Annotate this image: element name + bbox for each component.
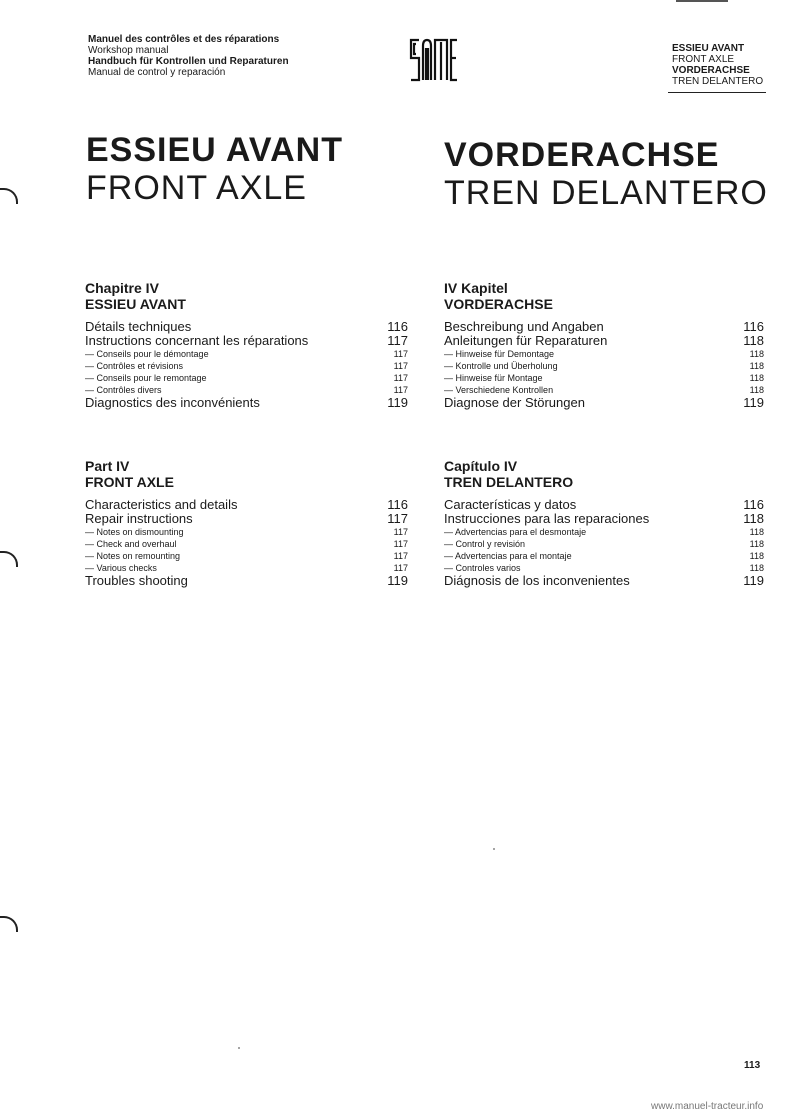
toc-entry-label: Anleitungen für Reparaturen (444, 333, 608, 348)
toc-entry-page: 117 (393, 361, 408, 371)
toc-entry-page: 117 (393, 385, 408, 395)
toc-entry-label: Beschreibung und Angaben (444, 319, 604, 334)
toc-entry-label: Repair instructions (85, 511, 193, 526)
toc-entry-label: — Kontrolle und Überholung (444, 361, 558, 371)
scan-speck (238, 1047, 240, 1049)
chapter-heading: Capítulo IV (444, 458, 518, 474)
toc-entry-label: — Advertencias para el montaje (444, 551, 572, 561)
toc-entry (444, 372, 764, 384)
toc-entry-page: 117 (393, 551, 408, 561)
toc-entry-page: 119 (743, 573, 764, 588)
binding-hole-mark (0, 188, 18, 204)
toc-entry-page: 116 (743, 497, 764, 512)
toc-entry (444, 512, 764, 526)
toc-entry (444, 320, 764, 334)
toc-entry-page: 118 (749, 563, 764, 573)
header-line: ESSIEU AVANT (672, 43, 745, 54)
toc-entry (444, 396, 764, 410)
toc-entry (85, 512, 408, 526)
toc-entry-page: 118 (749, 539, 764, 549)
toc-entry-page: 117 (393, 349, 408, 359)
toc-entry-label: Détails techniques (85, 319, 192, 334)
header-line: Workshop manual (88, 45, 169, 56)
title-german-spanish (444, 136, 768, 212)
toc-entry (85, 348, 408, 360)
toc-entry-page: 118 (749, 361, 764, 371)
toc-entry-label: Diágnosis de los inconvenientes (444, 573, 630, 588)
chapter-heading: IV Kapitel (444, 280, 508, 296)
toc-entry (444, 334, 764, 348)
toc-entry (444, 348, 764, 360)
scan-mark (676, 0, 728, 2)
toc-entry-label: Instructions concernant les réparations (85, 333, 309, 348)
toc-entry-label: — Conseils pour le remontage (85, 373, 207, 383)
title-regular: FRONT AXLE (86, 169, 307, 207)
toc-list (444, 498, 764, 588)
scan-speck (493, 848, 495, 850)
page-number: 113 (744, 1060, 761, 1071)
toc-entry-label: — Contrôles divers (85, 385, 162, 395)
header-line: Handbuch für Kontrollen und Reparaturen (88, 56, 289, 67)
toc-entry-label: — Notes on remounting (85, 551, 181, 561)
toc-entry (85, 498, 408, 512)
toc-entry (444, 526, 764, 538)
source-url[interactable]: www.manuel-tracteur.info (651, 1101, 764, 1112)
toc-entry-page: 118 (749, 551, 764, 561)
toc-entry-page: 118 (743, 511, 764, 526)
toc-entry-label: Diagnose der Störungen (444, 395, 585, 410)
toc-entry-label: — Hinweise für Montage (444, 373, 543, 383)
toc-entry-page: 116 (743, 319, 764, 334)
toc-entry-label: — Contrôles et révisions (85, 361, 184, 371)
chapter-subject: VORDERACHSE (444, 296, 553, 312)
toc-entry-page: 117 (393, 373, 408, 383)
toc-list (85, 320, 408, 410)
toc-entry-page: 116 (387, 319, 408, 334)
toc-entry-label: — Various checks (85, 563, 157, 573)
header-line: TREN DELANTERO (672, 76, 764, 87)
toc-entry (85, 526, 408, 538)
same-logo (407, 36, 459, 84)
toc-entry (85, 538, 408, 550)
header-line: FRONT AXLE (672, 54, 735, 65)
toc-entry-label: — Conseils pour le démontage (85, 349, 209, 359)
toc-list (444, 320, 764, 410)
binding-hole-mark (0, 551, 18, 567)
title-french-english (86, 131, 343, 207)
toc-entry-label: — Controles varios (444, 563, 521, 573)
toc-entry-page: 119 (387, 395, 408, 410)
toc-entry-page: 119 (743, 395, 764, 410)
chapter-block-french (85, 280, 408, 410)
toc-entry-page: 118 (749, 385, 764, 395)
toc-entry-label: — Notes on dismounting (85, 527, 184, 537)
header-section-titles (672, 43, 763, 87)
toc-entry (444, 574, 764, 588)
toc-entry-label: — Control y revisión (444, 539, 526, 549)
toc-entry (85, 574, 408, 588)
toc-entry (85, 550, 408, 562)
chapter-subject: FRONT AXLE (85, 474, 174, 490)
toc-entry-page: 118 (749, 373, 764, 383)
chapter-subject: ESSIEU AVANT (85, 296, 186, 312)
title-bold: ESSIEU AVANT (86, 131, 343, 169)
title-bold: VORDERACHSE (444, 136, 720, 174)
chapter-block-german (444, 280, 764, 410)
chapter-block-spanish (444, 458, 764, 588)
toc-entry-page: 117 (387, 511, 408, 526)
toc-entry-page: 118 (749, 527, 764, 537)
toc-entry-page: 118 (743, 333, 764, 348)
header-rule (668, 92, 766, 93)
toc-entry-label: Instrucciones para las reparaciones (444, 511, 650, 526)
toc-entry-page: 119 (387, 573, 408, 588)
toc-entry (85, 360, 408, 372)
toc-entry-label: Troubles shooting (85, 573, 188, 588)
chapter-heading: Part IV (85, 458, 130, 474)
toc-entry-page: 117 (393, 539, 408, 549)
toc-entry-label: — Check and overhaul (85, 539, 177, 549)
header-line: VORDERACHSE (672, 65, 750, 76)
toc-entry-page: 117 (393, 527, 408, 537)
toc-entry-label: Diagnostics des inconvénients (85, 395, 260, 410)
toc-entry-page: 116 (387, 497, 408, 512)
chapter-subject: TREN DELANTERO (444, 474, 574, 490)
toc-entry-page: 118 (749, 349, 764, 359)
binding-hole-mark (0, 916, 18, 932)
toc-entry-label: — Verschiedene Kontrollen (444, 385, 554, 395)
chapter-heading: Chapitre IV (85, 280, 159, 296)
toc-list (85, 498, 408, 588)
toc-entry (444, 538, 764, 550)
toc-entry-page: 117 (393, 563, 408, 573)
chapter-block-english (85, 458, 408, 588)
toc-entry (444, 360, 764, 372)
title-regular: TREN DELANTERO (444, 174, 768, 212)
toc-entry (444, 550, 764, 562)
header-line: Manual de control y reparación (88, 67, 226, 78)
header-line: Manuel des contrôles et des réparations (88, 34, 280, 45)
toc-entry (85, 396, 408, 410)
toc-entry-label: Characteristics and details (85, 497, 238, 512)
toc-entry-page: 117 (387, 333, 408, 348)
toc-entry (85, 320, 408, 334)
header-manual-titles (88, 34, 289, 78)
toc-entry (85, 334, 408, 348)
toc-entry-label: — Advertencias para el desmontaje (444, 527, 587, 537)
toc-entry-label: Características y datos (444, 497, 577, 512)
toc-entry-label: — Hinweise für Demontage (444, 349, 555, 359)
toc-entry (444, 498, 764, 512)
toc-entry (85, 372, 408, 384)
